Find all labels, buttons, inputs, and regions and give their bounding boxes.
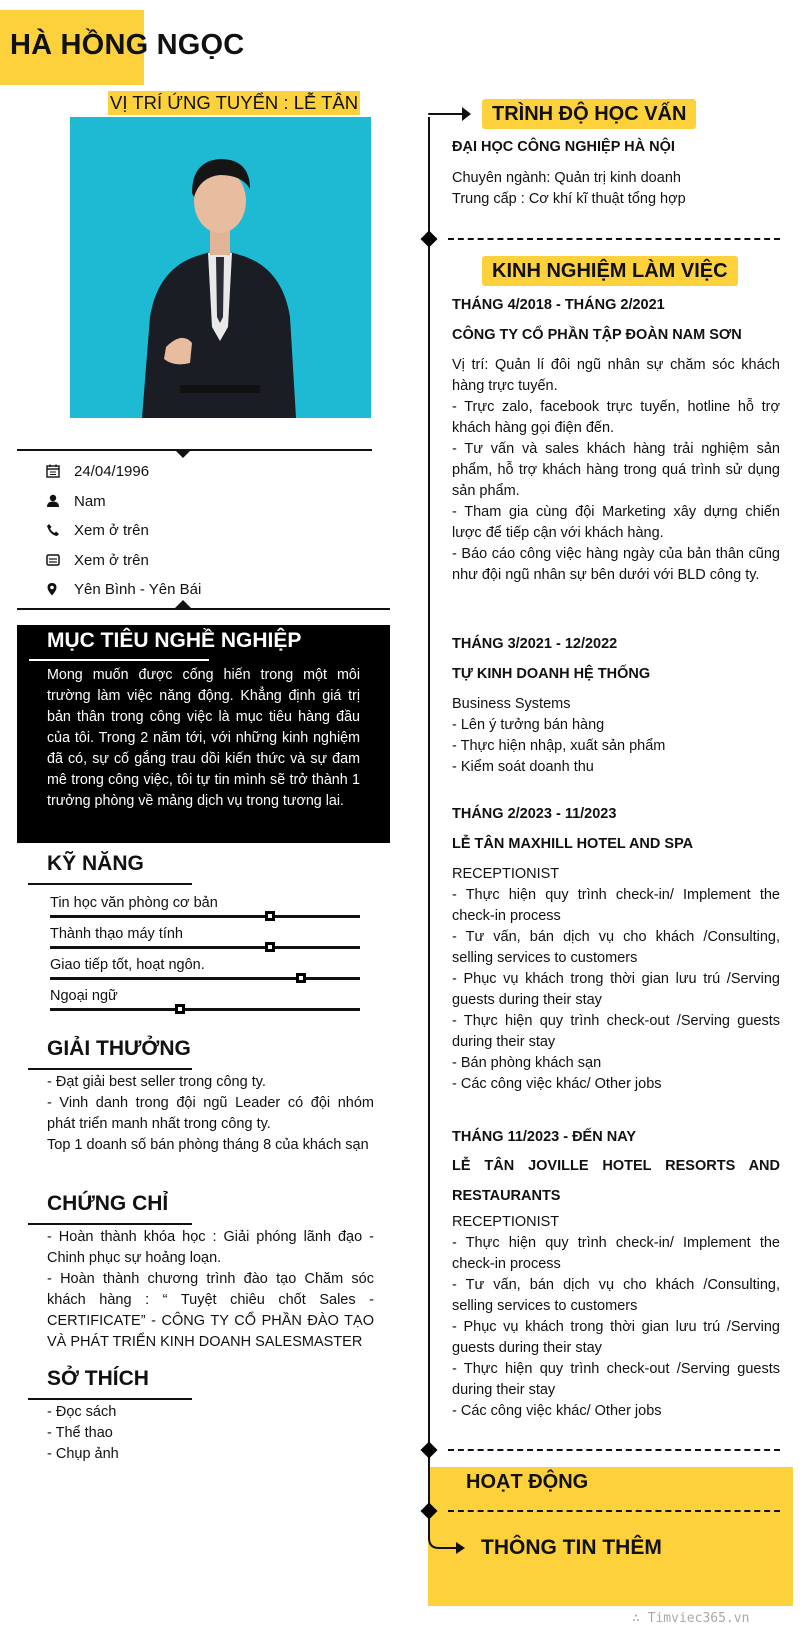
hobbies-title-underline [28,1398,192,1400]
info-top-divider [17,449,372,451]
certificates-title: CHỨNG CHỈ [47,1192,169,1215]
applied-position: VỊ TRÍ ỨNG TUYỂN : LỄ TÂN [110,92,359,113]
skill-level-handle [265,942,275,952]
timeline-top-connector [428,113,464,115]
job-description: RECEPTIONIST - Thực hiện quy trình check-in/ Implement the check-in process - Tư vấn, bán dịch vụ cho khách /Consulting, selling services to customers - Phục vụ khách trong thời gian lưu trú /Serving guests during their stay - Thực hiện quy trình check-out /Serving guests during their stay - Bán phòng khách sạn - Các công việc khác/ Other jobs [452,866,780,1092]
watermark: ∴ Timviec365.vn [632,1611,750,1626]
info-phone [46,519,149,541]
skills-title: KỸ NĂNG [47,852,144,875]
profile-photo [70,117,371,418]
address-value: Yên Bình - Yên Bái [74,580,202,598]
skill-slider-track [50,915,360,918]
job-description: Business Systems - Lên ý tưởng bán hàng - Thực hiện nhập, xuất sản phẩm - Kiểm soát doanh thu [452,696,666,775]
email-value: Xem ở trên [74,551,149,569]
section-divider [448,1449,780,1451]
candidate-name: HÀ HỒNG NGỌC [10,29,245,61]
job-description: Vị trí: Quản lí đôi ngũ nhân sự chăm sóc khách hàng trực tuyến. - Trực zalo, facebook trực tuyến, hotline hỗ trợ khách hàng gọi điện đến. - Tư vấn và sales khách hàng trải nghiệm sản phẩm, hỗ trợ khách hàng trong quá trình sử dụng sản phẩm. - Tham gia cùng đội Marketing xây dựng chiến lược để tiếp cận với khách hàng. - Báo cáo công việc hàng ngày của bản thân cũng như đội ngũ nhân sự bên dưới với BLD công ty. [452,357,780,583]
info-email [46,549,149,571]
job-description: RECEPTIONIST - Thực hiện quy trình check-in/ Implement the check-in process - Tư vấn, bán dịch vụ cho khách /Consulting, selling services to customers - Phục vụ khách trong thời gian lưu trú /Serving guests during their stay - Thực hiện quy trình check-out /Serving guests during their stay - Các công việc khác/ Other jobs [452,1214,780,1419]
user-icon [46,493,74,509]
divider-notch-up [175,600,191,608]
info-bottom-divider [17,608,390,610]
education-school: ĐẠI HỌC CÔNG NGHIỆP HÀ NỘI [452,139,675,155]
certificates-text: - Hoàn thành khóa học : Giải phóng lãnh đạo - Chinh phục sự hoảng loạn. - Hoàn thành chương trình đào tạo Chăm sóc khách hàng : “ Tuyệt chiêu chốt Sales - CERTIFICATE” - CÔNG TY CỔ PHẦN ĐÀO TẠO VÀ PHÁT TRIỂN KINH DOANH SALESMASTER [47,1229,374,1350]
skill-level-handle [265,911,275,921]
certificates-title-underline [28,1223,192,1225]
objective-title: MỤC TIÊU NGHỀ NGHIỆP [47,629,302,652]
objective-text: Mong muốn được cống hiến trong một môi trường làm việc năng động. Khẳng định giá trị bản thân trong công việc là mục tiêu hàng đầu của tôi. Trong 2 năm tới, với những kinh nghiệm đã có, sự cố gắng trau dồi kiến thức và sự đam mê trong công việc, tôi tự tin mình sẽ trở thành 1 trưởng phòng về mảng dịch vụ trong tương lai. [47,667,360,809]
divider-notch-down [175,450,191,458]
education-title: TRÌNH ĐỘ HỌC VẤN [482,99,696,129]
skill-level-handle [296,973,306,983]
birthdate-value: 24/04/1996 [74,462,150,480]
person-silhouette-icon [70,117,371,418]
section-divider [448,1510,780,1512]
skills-title-underline [28,883,192,885]
timeline-diamond [421,231,438,248]
job-company: LỄ TÂN MAXHILL HOTEL AND SPA [452,836,694,852]
job-company: LỄ TÂN JOVILLE HOTEL RESORTS AND RESTAURANTS [452,1158,780,1204]
phone-icon [46,522,74,538]
email-icon [46,552,74,568]
more-info-title: THÔNG TIN THÊM [481,1536,662,1559]
phone-value: Xem ở trên [74,521,149,539]
objective-title-underline [29,659,209,661]
info-birthdate [46,460,149,482]
timeline-line [428,117,430,1535]
experience-title: KINH NGHIỆM LÀM VIỆC [482,256,738,286]
calendar-icon [46,463,74,479]
timeline-bottom-arrow-icon [426,1520,472,1560]
gender-value: Nam [74,492,106,510]
location-pin-icon [46,581,74,597]
hobbies-text: - Đọc sách - Thể thao - Chụp ảnh [47,1404,119,1462]
job-company: TỰ KINH DOANH HỆ THỐNG [452,666,651,682]
activities-title: HOẠT ĐỘNG [466,1471,589,1493]
objective-section [17,625,390,843]
education-text: Chuyên ngành: Quản trị kinh doanh Trung cấp : Cơ khí kĩ thuật tổng hợp [452,170,686,207]
awards-text: - Đạt giải best seller trong công ty. - Vinh danh trong đội ngũ Leader có đội nhóm phát triển manh nhất trong công ty. Top 1 doanh số bán phòng tháng 8 của khách sạn [47,1074,374,1153]
skill-slider-track [50,977,360,980]
awards-title-underline [28,1068,192,1070]
section-divider [448,238,780,240]
job-period: THÁNG 3/2021 - 12/2022 [452,636,618,652]
job-period: THÁNG 11/2023 - ĐẾN NAY [452,1129,637,1145]
job-company: CÔNG TY CỔ PHẦN TẬP ĐOÀN NAM SƠN [452,327,742,343]
skill-slider-track [50,1008,360,1011]
skill-slider-track [50,946,360,949]
timeline-top-arrow-icon [462,107,471,121]
info-address [46,578,201,600]
hobbies-title: SỞ THÍCH [47,1367,149,1390]
skill-label: Giao tiếp tốt, hoạt ngôn. [50,957,205,973]
skill-label: Ngoại ngữ [50,988,118,1004]
job-period: THÁNG 4/2018 - THÁNG 2/2021 [452,297,665,313]
job-period: THÁNG 2/2023 - 11/2023 [452,806,617,822]
awards-title: GIẢI THƯỞNG [47,1037,191,1060]
skill-level-handle [175,1004,185,1014]
info-gender [46,490,106,512]
skill-label: Tin học văn phòng cơ bản [50,895,218,911]
skill-label: Thành thạo máy tính [50,926,183,942]
timeline-diamond [421,1442,438,1459]
